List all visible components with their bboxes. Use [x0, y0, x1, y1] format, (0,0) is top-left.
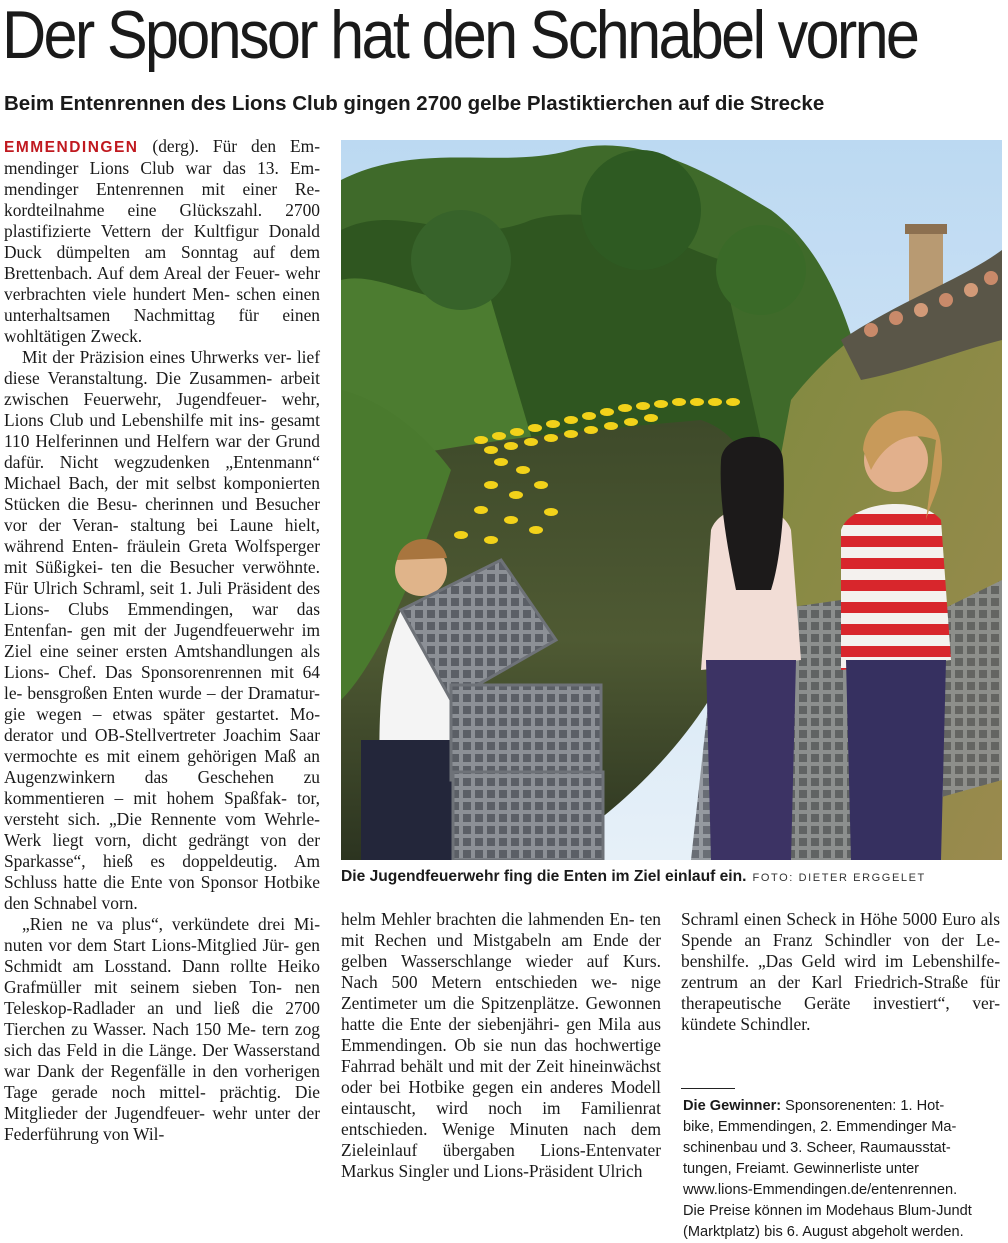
text-line: (derg). Für den Em-	[138, 136, 320, 156]
caption-text: Die Jugendfeuerwehr fing die Enten im Ziel einlauf ein.	[341, 868, 747, 885]
article-photo	[341, 140, 1002, 860]
text-line: den vorherigen Tage gerade noch mittel-	[4, 1061, 320, 1102]
text-line: Saar vermochte es mit einem gehörigen	[4, 725, 320, 766]
text-line: als Spende an Franz Schindler von der Le-	[681, 909, 1000, 950]
paragraph-4	[341, 909, 661, 1182]
text-line: tor, versteht sich. „Die Rennente vom	[4, 788, 320, 829]
article-column-2	[341, 909, 661, 1182]
text-line: 2700 Tierchen zu Wasser. Nach 150 Me-	[4, 998, 320, 1039]
text-line: gie wegen – etwas später gestartet. Mo-	[4, 704, 320, 724]
text-line: zu kommentieren – mit hohem Spaßfak-	[4, 767, 320, 808]
text-line: Schraml, seit 1. Juli Präsident des Lions-	[4, 578, 320, 619]
text-line: zentrum an der Karl Friedrich-Straße für	[681, 972, 1000, 992]
dateline: EMMENDINGEN	[4, 139, 139, 156]
text-line: ten mit Rechen und Mistgabeln am Ende	[341, 909, 661, 950]
text-line: wehr unter der Federführung von Wil-	[4, 1103, 320, 1144]
text-line: gegen ein anderes Modell eintauscht,	[341, 1077, 661, 1118]
text-line: (Marktplatz) bis 6. August abgeholt werden.	[683, 1224, 964, 1240]
subheadline: Beim Entenrennen des Lions Club gingen 2700 gelbe Plastiktierchen auf die Strecke	[4, 92, 825, 115]
text-line: Chef. Das Sponsorenrennen mit 64 le-	[4, 662, 320, 703]
text-line: Brettenbach. Auf dem Areal der Feuer-	[4, 263, 280, 283]
text-line: „Entenmann“ Michael Bach, der mit	[4, 452, 320, 493]
text-line: wehr, Lions Club und Lebenshilfe mit ins-	[4, 389, 320, 430]
winners-divider	[681, 1088, 735, 1089]
text-line: prächtig. Die Mitglieder der Jugendfeuer-	[4, 1082, 320, 1123]
text-line: schinenbau und 3. Scheer, Raumausstat-	[683, 1140, 951, 1156]
paragraph-3	[4, 914, 320, 1145]
text-line: „Rien ne va plus“, verkündete drei Mi-	[22, 914, 320, 934]
text-line: nuten vor dem Start Lions-Mitglied Jür-	[4, 935, 290, 955]
winners-link[interactable]: www.lions-Emmendingen.de/entenrennen.	[683, 1182, 958, 1198]
text-line: der Grund dafür. Nicht wegzudenken	[4, 431, 320, 472]
text-line: Sponsorenenten: 1. Hot-	[781, 1098, 945, 1114]
text-line: derator und OB-Stellvertreter Joachim	[4, 725, 282, 745]
text-line: arbeit zwischen Feuerwehr, Jugendfeuer-	[4, 368, 320, 409]
text-line: selbst komponierten Stücken die Besu-	[4, 473, 320, 514]
winners-label: Die Gewinner:	[683, 1098, 782, 1114]
text-line: cherinnen und Besucher vor der Veran-	[4, 494, 320, 535]
text-line: Maß an Augenzwinkern das Geschehen	[4, 746, 320, 787]
text-line: gen mit der Jugendfeuerwehr im Ziel eine	[4, 620, 320, 661]
text-line: Wehrle-Werk liegt vorn, dicht gedrängt	[4, 809, 320, 850]
text-line: Wasserstand war Dank der Regenfälle in	[4, 1040, 320, 1081]
text-line: für einen wohltätigen Zweck.	[4, 305, 320, 346]
text-line: ten die Besucher verwöhnte. Für Ulrich	[4, 557, 320, 598]
text-line: Singler und Lions-Präsident Ulrich	[398, 1161, 643, 1181]
text-line: bike, Emmendingen, 2. Emmendinger Ma-	[683, 1119, 957, 1135]
text-line: Kurs. Nach 500 Metern entschieden we-	[341, 951, 661, 992]
text-line: Duck dümpelten am Sonntag auf dem	[4, 242, 320, 262]
text-line: kordteilnahme eine Glückszahl. 2700	[4, 200, 320, 220]
text-line: Die Preise können im Modehaus Blum-Jundt	[683, 1203, 972, 1219]
text-line: mendinger Entenrennen mit einer Re-	[4, 179, 320, 199]
paragraph-2	[4, 347, 320, 914]
text-line: wehr verbrachten viele hundert Men-	[4, 263, 320, 304]
article-column-3	[681, 909, 1000, 1035]
paragraph-1	[4, 136, 320, 347]
text-line: kündete Schindler.	[681, 1014, 811, 1034]
winners-text	[683, 1096, 1000, 1243]
photo-illustration	[341, 140, 1002, 860]
photo-caption	[341, 866, 1002, 889]
text-line: mendinger Lions Club war das 13. Em-	[4, 158, 320, 178]
text-line: Wenige Minuten nach dem Zieleinlauf	[341, 1119, 661, 1160]
text-line: plastifizierte Vettern der Kultfigur Donald	[4, 221, 320, 241]
paragraph-5	[681, 909, 1000, 1035]
text-line: tungen, Freiamt. Gewinnerliste unter	[683, 1161, 920, 1177]
article-column-1	[4, 136, 320, 1145]
text-line: Mit der Präzision eines Uhrwerks ver-	[22, 347, 292, 367]
text-line: wird noch im Familienrat entschieden.	[341, 1098, 661, 1139]
text-line: seiner ersten Amtshandlungen als Lions-	[4, 641, 320, 682]
text-line: gesamt 110 Helferinnen und Helfern war	[4, 410, 320, 451]
headline: Der Sponsor hat den Schnabel vorne	[2, 0, 918, 73]
text-line: Heiko Grafmüller mit seinem sieben Ton-	[4, 956, 320, 997]
text-line: helm Mehler brachten die lahmenden En-	[341, 909, 635, 929]
text-line: nige Zentimeter um die Spitzenplätze.	[341, 972, 661, 1013]
text-line: nen Teleskop-Radlader an und ließ die	[4, 977, 320, 1018]
text-line: Gewonnen hatte die Ente der siebenjähri-	[341, 993, 661, 1034]
winners-box	[683, 1096, 1000, 1243]
text-line: von der Sparkasse“, hieß es doppeldeutig.	[4, 830, 320, 871]
photo-credit: FOTO: DIETER ERGGELET	[752, 872, 926, 884]
text-line: fräulein Greta Wolfsperger mit Süßigkei-	[4, 536, 320, 577]
text-line: das hochwertige Fahrrad behält und mit	[341, 1035, 661, 1076]
text-line: schen einen unterhaltsamen Nachmittag	[4, 284, 320, 325]
text-line: bensgroßen Enten wurde – der Dramatur-	[27, 683, 320, 703]
text-line: benshilfe. „Das Geld wird im Lebenshilfe-	[681, 951, 1000, 971]
text-line: lief diese Veranstaltung. Die Zusammen-	[4, 347, 320, 388]
text-line: Schraml einen Scheck in Höhe 5000 Euro	[681, 909, 976, 929]
text-line: tern zog sich das Feld in die Länge. Der	[4, 1019, 320, 1060]
text-line: der Zeit hineinwächst oder bei Hotbike	[341, 1056, 661, 1097]
text-line: Am Schluss hatte die Ente von Sponsor	[4, 851, 321, 892]
text-line: übergaben Lions-Entenvater Markus	[341, 1140, 661, 1181]
crate-stack	[451, 685, 603, 860]
text-line: der gelben Wasserschlange wieder auf	[341, 930, 661, 971]
text-line: therapeutische Geräte investiert“, ver-	[681, 993, 1000, 1013]
text-line: Clubs Emmendingen, war das Entenfan-	[4, 599, 320, 640]
text-line: gen Schmidt am Losstand. Dann rollte	[4, 935, 320, 976]
text-line: staltung bei Laune hielt, während Enten-	[4, 515, 320, 556]
text-line: gen Mila aus Emmendingen. Ob sie nun	[341, 1014, 661, 1055]
text-line: Hotbike den Schnabel vorn.	[4, 872, 320, 913]
